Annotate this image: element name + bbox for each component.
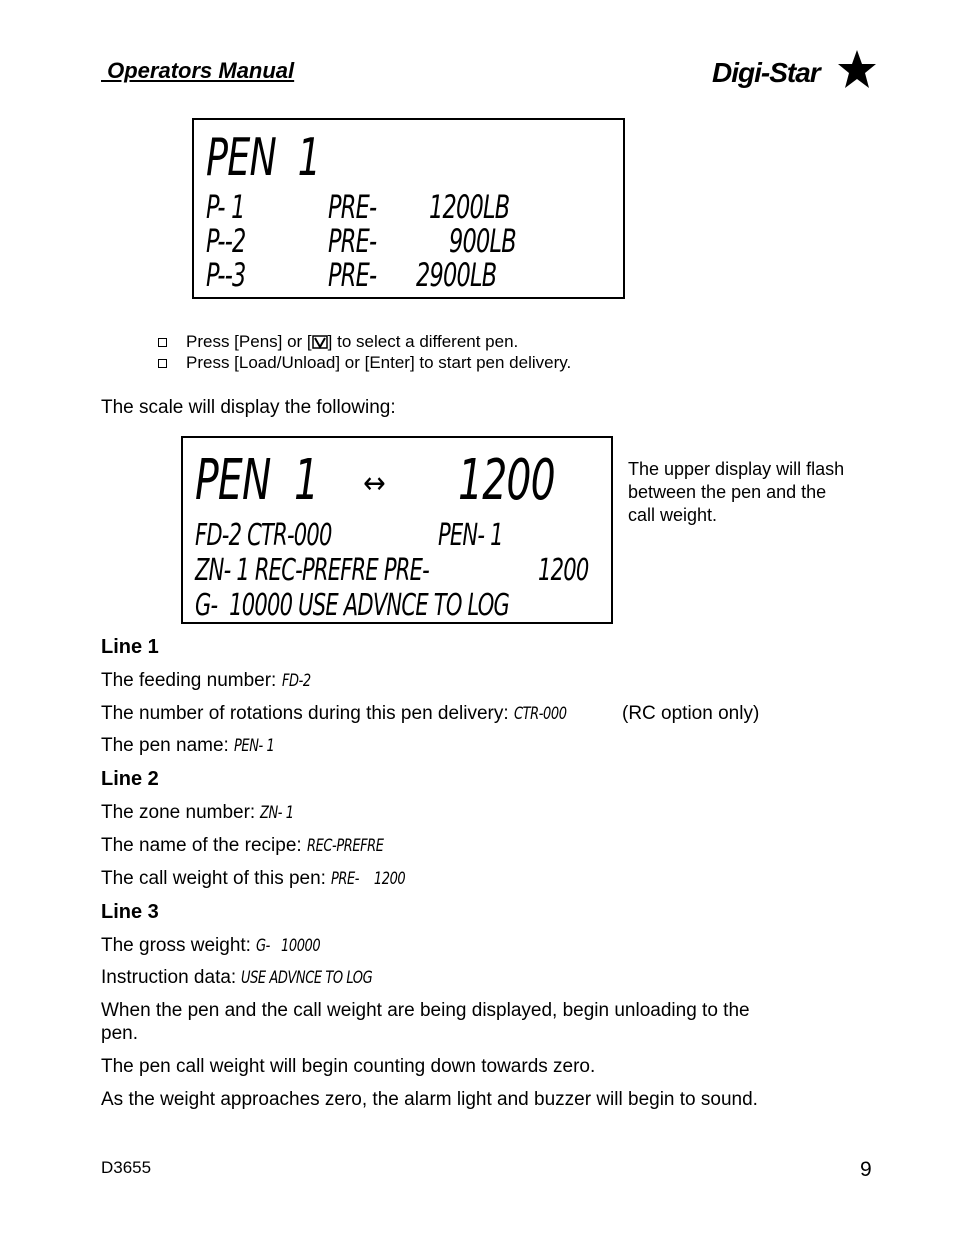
lcd-line1-feeding: FD-2 CTR-000	[195, 518, 332, 553]
lcd-row-p1-pre: PRE-	[328, 188, 377, 226]
flash-side-note: The upper display will flash between the pen and the call weight.	[628, 459, 845, 525]
lcd-row-p2-pre: PRE-	[328, 222, 377, 260]
page-header-title: Operators Manual	[101, 58, 295, 83]
lcd-row-p3-pre: PRE-	[328, 256, 377, 294]
bullet-item: Press [Load/Unload] or [Enter] to start pen delivery.	[158, 352, 571, 373]
instruction-data-row: Instruction data: USE ADVNCE TO LOG	[101, 967, 373, 988]
lcd-line2-weight: 1200	[538, 553, 589, 588]
gross-weight-code: G- 10000	[256, 936, 321, 956]
down-check-key-icon	[312, 335, 328, 349]
flash-arrow-icon: ↔	[363, 466, 385, 501]
recipe-code: REC-PREFRE	[306, 836, 384, 856]
lcd-display-delivery	[181, 436, 613, 624]
gross-weight-row: The gross weight: G- 10000	[101, 935, 321, 956]
paragraph-unloading: When the pen and the call weight are being displayed, begin unloading to the	[101, 1000, 750, 1021]
lcd-line1-pen: PEN- 1	[438, 518, 503, 553]
lcd-row-p2-label: P--2	[206, 222, 246, 260]
lcd-line-pen: PEN 1	[206, 128, 321, 188]
lcd-row-p1-weight: 1200LB	[429, 188, 510, 226]
pen-name-row: The pen name: PEN- 1	[101, 735, 275, 756]
lcd-row-p3-label: P--3	[206, 256, 246, 294]
lcd-row-p2-weight: 900LB	[449, 222, 516, 260]
lcd-display-pen-list	[192, 118, 625, 299]
rotations-code: CTR-000	[513, 704, 567, 724]
paragraph-countdown: The pen call weight will begin counting down towards zero.	[101, 1056, 596, 1077]
checkbox-bullet-icon	[158, 359, 167, 368]
call-weight-code: PRE- 1200	[331, 869, 406, 889]
svg-text:Digi-Star: Digi-Star	[712, 57, 820, 88]
lcd-line-call-weight: 1200	[458, 448, 555, 513]
checkbox-bullet-icon	[158, 338, 167, 347]
zone-number-row: The zone number: ZN- 1	[101, 802, 295, 823]
paragraph-alarm: As the weight approaches zero, the alarm light and buzzer will begin to sound.	[101, 1089, 758, 1110]
zone-code: ZN- 1	[260, 803, 295, 823]
recipe-name-row: The name of the recipe: REC-PREFRE	[101, 835, 384, 856]
scale-intro-text: The scale will display the following:	[101, 397, 396, 418]
lcd-line-pen: PEN 1	[195, 448, 319, 513]
lcd-line3: G- 10000 USE ADVNCE TO LOG	[195, 588, 510, 623]
instruction-code: USE ADVNCE TO LOG	[241, 968, 373, 988]
rotations-note: (RC option only)	[622, 703, 760, 724]
star-icon	[838, 50, 876, 88]
lcd-row-p3-weight: 2900LB	[416, 256, 497, 294]
rotations-row: The number of rotations during this pen delivery: CTR-000	[101, 703, 567, 724]
instruction-bullets	[158, 331, 571, 373]
heading-line-1: Line 1	[101, 636, 159, 658]
paragraph-unloading-cont: pen.	[101, 1023, 138, 1044]
heading-line-3: Line 3	[101, 901, 159, 923]
digi-star-logo	[712, 48, 877, 92]
call-weight-row: The call weight of this pen: PRE- 1200	[101, 868, 406, 889]
page-number: 9	[860, 1158, 872, 1181]
lcd-line2: ZN- 1 REC-PREFRE PRE-	[195, 553, 429, 588]
bullet-item: Press [Pens] or [ ] to select a different pen.	[158, 331, 571, 352]
pen-code: PEN- 1	[234, 736, 275, 756]
feeding-code: FD-2	[281, 671, 311, 691]
heading-line-2: Line 2	[101, 768, 159, 790]
feeding-number-row: The feeding number: FD-2	[101, 670, 311, 691]
lcd-row-p1-label: P- 1	[206, 188, 245, 226]
document-number: D3655	[101, 1158, 152, 1177]
